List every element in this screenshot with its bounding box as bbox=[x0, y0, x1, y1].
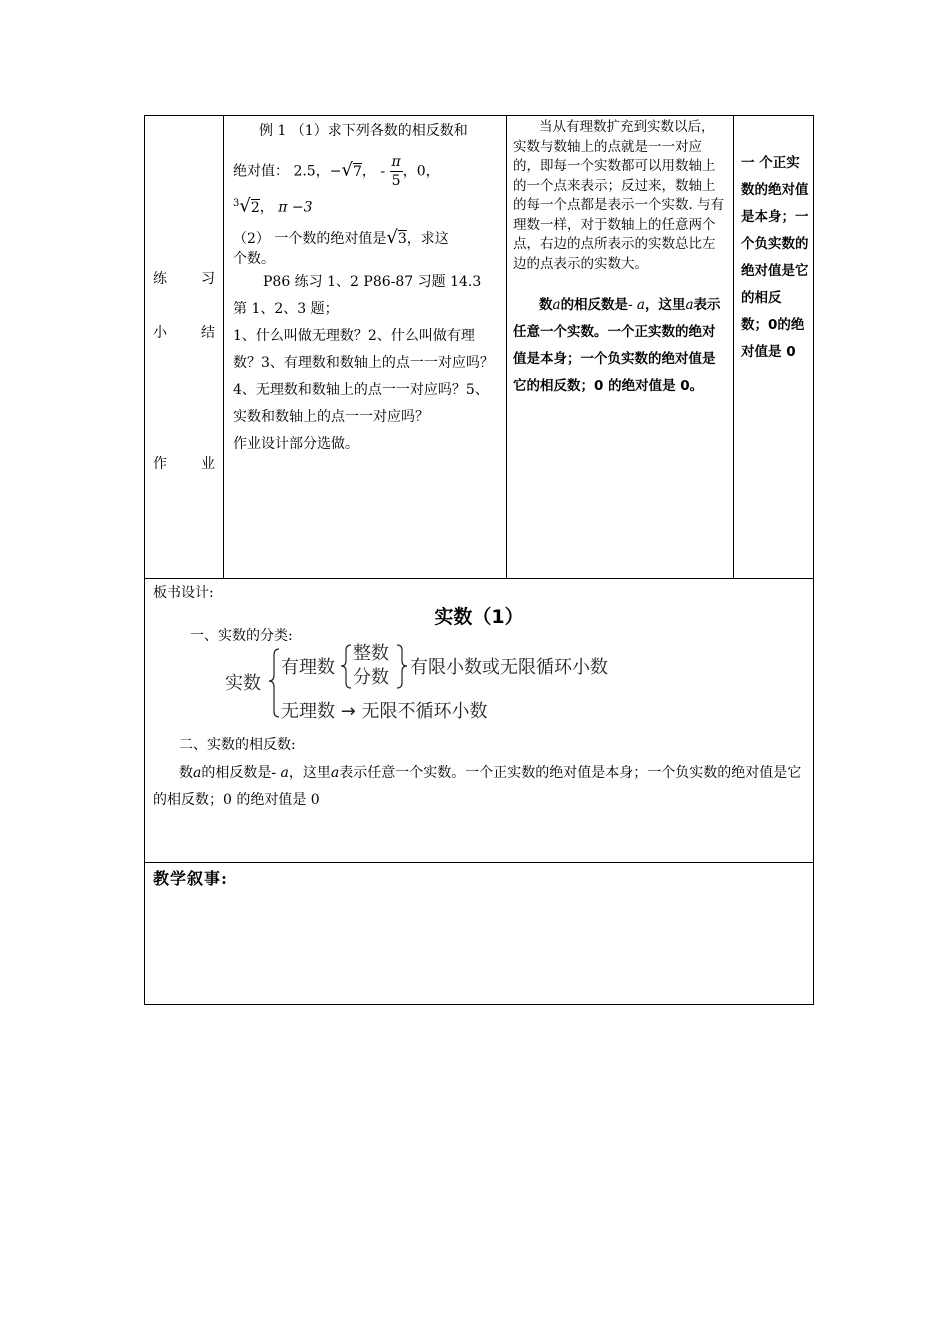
lesson-table bbox=[144, 115, 814, 1005]
summary-questions: 1、什么叫做无理数？2、什么叫做有理数？3、有理数和数轴上的点一一对应吗？4、无理数和数轴上的点一一对应吗？5、实数和数轴上的点一一对应吗？ bbox=[233, 327, 494, 425]
pi-over-5: $\frac{\pi}{5}$ bbox=[391, 154, 401, 189]
label-summary: 小 结 bbox=[153, 325, 215, 341]
board-paragraph: 数a的相反数是- a，这里a表示任意一个实数。一个正实数的绝对值是本身；一个负实数的绝对值是它的相反数；0 的绝对值是 0 bbox=[153, 765, 802, 808]
board-section1: 一、实数的分类: bbox=[190, 628, 293, 644]
example-line1: 例 1 （1）求下列各数的相反数和 bbox=[259, 123, 468, 139]
board-label: 板书设计: bbox=[153, 585, 214, 601]
board-title: 实数（1） bbox=[434, 606, 524, 628]
divider bbox=[145, 862, 813, 863]
divider bbox=[733, 116, 734, 578]
summary-note: 一 个正实数的绝对值是本身；一个负实数的绝对值是它的相反 数；0的绝对值是 0 bbox=[741, 155, 809, 360]
homework-line1: P86 练习 1、2 P86-87 习题 14.3 bbox=[263, 273, 482, 290]
notes-para2: 数a的相反数是- a，这里a表示任意一个实数。一个正实数的绝对值是本身；一个负实数的绝对值是它的相反数；0 的绝对值是 0。 bbox=[513, 297, 721, 394]
sqrt-symbol: √ bbox=[341, 159, 353, 181]
sqrt-symbol: √ bbox=[386, 226, 398, 248]
classification-diagram: 实数 有理数 整数 分数 有限小数或无限循环小数 无理数 → 无限不循环小数 bbox=[225, 641, 665, 723]
notes-para1: 当从有理数扩充到实数以后，实数与数轴上的点就是一一对应的，即每一个实数都可以用数轴上的一个点来表示；反过来，数轴上的每一个点都是表示一个实数. 与有理数一样，对于数轴上的任意两个点，右边的点所表示的实数总比左边的点表示的实数大。 bbox=[513, 119, 725, 272]
divider bbox=[145, 578, 813, 579]
example-line2: 绝对值： 2.5，−√7， - $\frac{\pi}{5}$ ，0， bbox=[233, 154, 440, 189]
divider bbox=[223, 116, 224, 578]
example-content bbox=[233, 118, 501, 458]
label-practice: 练 习 bbox=[153, 271, 215, 287]
example-line3: $^3$√2， π −3 bbox=[233, 195, 313, 217]
homework-line3: 作业设计部分选做。 bbox=[233, 435, 359, 452]
cbrt-symbol: √ bbox=[239, 195, 251, 217]
example-q2: （2） 一个数的绝对值是√3，求这 个数。 bbox=[233, 226, 449, 267]
board-section2: 二、实数的相反数: bbox=[179, 737, 296, 753]
homework-line2: 第 1、2、3 题； bbox=[233, 300, 339, 317]
label-homework: 作 业 bbox=[153, 456, 215, 472]
narrative-label: 教学叙事: bbox=[153, 869, 228, 888]
divider bbox=[506, 116, 507, 578]
notes-content bbox=[513, 118, 727, 400]
